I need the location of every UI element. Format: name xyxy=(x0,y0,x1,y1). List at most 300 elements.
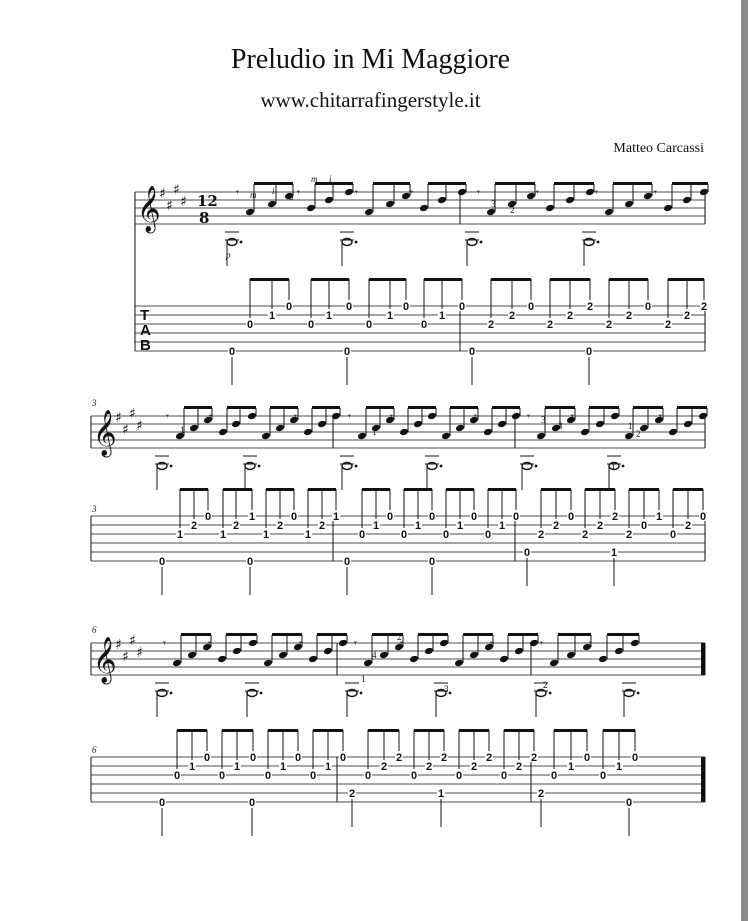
note-head xyxy=(497,420,507,429)
note-beam xyxy=(408,406,436,409)
tab-fret-number: 0 xyxy=(364,770,372,782)
note-head xyxy=(514,647,524,656)
tab-fret-number: 2 xyxy=(596,520,604,532)
eighth-rest-icon: 𝄾 xyxy=(252,410,255,423)
eighth-rest-icon: 𝄾 xyxy=(654,186,657,199)
tab-fret-number: 0 xyxy=(204,511,212,523)
tab-fret-number: 2 xyxy=(515,761,523,773)
note-beam xyxy=(558,633,591,636)
final-tab-barline xyxy=(701,757,705,802)
tab-fret-number: 0 xyxy=(644,301,652,313)
tab-fret-number: 0 xyxy=(599,770,607,782)
note-head xyxy=(598,655,608,664)
tab-bass-fret-number: 0 xyxy=(158,797,166,809)
tab-beam xyxy=(424,278,462,281)
sharp-icon: ♯ xyxy=(173,182,180,198)
note-beam xyxy=(226,633,257,636)
tab-fret-number: 2 xyxy=(440,752,448,764)
dot xyxy=(637,692,640,695)
tab-bass-fret-number: 1 xyxy=(610,547,618,559)
dot xyxy=(355,465,358,468)
dot xyxy=(440,465,443,468)
sharp-icon: ♯ xyxy=(180,194,187,210)
tab-fret-number: 0 xyxy=(583,752,591,764)
tab-fret-number: 1 xyxy=(219,529,227,541)
note-beam xyxy=(254,182,293,185)
page-shadow xyxy=(741,0,748,921)
score-subtitle: www.chitarrafingerstyle.it xyxy=(260,88,481,112)
treble-clef-icon: 𝄞 xyxy=(137,186,161,232)
tab-beam xyxy=(177,729,207,732)
note-head xyxy=(455,424,465,433)
left-hand-finger: 2 xyxy=(397,632,402,642)
dot xyxy=(240,241,243,244)
note-head xyxy=(232,647,242,656)
tab-fret-number: 1 xyxy=(268,310,276,322)
tab-fret-number: 2 xyxy=(605,319,613,331)
tab-fret-number: 1 xyxy=(615,761,623,773)
tab-fret-number: 1 xyxy=(325,310,333,322)
eighth-rest-icon: 𝄾 xyxy=(410,186,413,199)
tab-fret-number: 0 xyxy=(386,511,394,523)
right-hand-finger: m xyxy=(311,174,318,184)
tab-fret-number: 2 xyxy=(232,520,240,532)
tab-beam xyxy=(541,488,571,491)
score-title: Preludio in Mi Maggiore xyxy=(230,44,511,75)
composer-name: Matteo Carcassi xyxy=(613,141,704,156)
tab-fret-number: 1 xyxy=(304,529,312,541)
eighth-rest-icon: 𝄾 xyxy=(659,410,662,423)
note-head xyxy=(499,655,509,664)
tab-fret-number: 2 xyxy=(485,752,493,764)
note-head xyxy=(338,639,348,648)
note-beam xyxy=(495,182,535,185)
tab-fret-number: 2 xyxy=(508,310,516,322)
tab-fret-number: 1 xyxy=(248,511,256,523)
treble-clef-icon: 𝄞 xyxy=(93,410,117,456)
eighth-rest-icon: 𝄾 xyxy=(490,637,493,650)
right-hand-finger: i xyxy=(329,174,332,184)
tab-beam xyxy=(404,488,432,491)
note-head xyxy=(526,192,536,201)
tab-fret-number: 2 xyxy=(586,301,594,313)
note-beam xyxy=(184,406,212,409)
left-hand-finger: 3 xyxy=(541,415,546,425)
tab-bass-fret-number: 0 xyxy=(246,556,254,568)
eighth-rest-icon: 𝄾 xyxy=(299,637,302,650)
tab-beam xyxy=(180,488,208,491)
tab-beam xyxy=(504,729,534,732)
dot xyxy=(622,465,625,468)
tab-fret-number: 0 xyxy=(402,301,410,313)
tab-fret-number: 0 xyxy=(550,770,558,782)
tab-fret-number: 1 xyxy=(438,310,446,322)
tab-fret-number: 2 xyxy=(487,319,495,331)
tab-fret-number: 0 xyxy=(294,752,302,764)
note-beam xyxy=(607,633,639,636)
eighth-rest-icon: 𝄾 xyxy=(348,410,351,423)
tab-fret-number: 1 xyxy=(324,761,332,773)
tab-fret-number: 2 xyxy=(190,520,198,532)
tab-fret-number: 0 xyxy=(640,520,648,532)
note-head xyxy=(639,424,649,433)
tab-fret-number: 0 xyxy=(567,511,575,523)
eighth-rest-icon: 𝄾 xyxy=(615,410,618,423)
note-beam xyxy=(589,406,619,409)
tab-fret-number: 2 xyxy=(625,310,633,322)
tab-bass-fret-number: 0 xyxy=(428,556,436,568)
tab-fret-number: 0 xyxy=(631,752,639,764)
eighth-rest-icon: 𝄾 xyxy=(390,410,393,423)
note-head xyxy=(275,424,285,433)
tab-beam xyxy=(311,278,349,281)
sharp-icon: ♯ xyxy=(136,418,143,434)
sharp-icon: ♯ xyxy=(136,645,143,661)
note-head xyxy=(663,204,673,213)
eighth-rest-icon: 𝄾 xyxy=(477,186,480,199)
note-beam xyxy=(428,182,466,185)
left-hand-finger: 3 xyxy=(491,199,496,209)
tab-fret-number: 2 xyxy=(276,520,284,532)
tab-fret-number: 2 xyxy=(581,529,589,541)
note-head xyxy=(630,639,640,648)
eighth-rest-icon: 𝄾 xyxy=(297,186,300,199)
tab-beam xyxy=(603,729,635,732)
note-beam xyxy=(554,182,594,185)
tab-fret-number: 2 xyxy=(380,761,388,773)
tab-beam xyxy=(550,278,590,281)
note-head xyxy=(483,428,493,437)
tab-fret-number: 0 xyxy=(309,770,317,782)
note-head xyxy=(263,659,273,668)
tab-fret-number: 0 xyxy=(358,529,366,541)
note-beam xyxy=(366,406,394,409)
note-head xyxy=(218,428,228,437)
note-head xyxy=(441,432,451,441)
dot xyxy=(535,465,538,468)
tab-bass-fret-number: 0 xyxy=(343,556,351,568)
tab-fret-number: 2 xyxy=(425,761,433,773)
tab-fret-number: 0 xyxy=(290,511,298,523)
note-head xyxy=(536,432,546,441)
note-head xyxy=(245,208,255,217)
tab-fret-number: 2 xyxy=(530,752,538,764)
note-head xyxy=(261,432,271,441)
tab-beam xyxy=(673,488,703,491)
note-beam xyxy=(272,633,302,636)
tab-fret-number: 2 xyxy=(546,319,554,331)
tab-fret-number: 2 xyxy=(395,752,403,764)
note-beam xyxy=(315,182,353,185)
tab-bass-fret-number: 0 xyxy=(343,346,351,358)
note-head xyxy=(545,204,555,213)
note-beam xyxy=(373,182,410,185)
left-hand-finger: 1 xyxy=(180,425,185,435)
tab-bass-fret-number: 0 xyxy=(625,797,633,809)
tab-fret-number: 0 xyxy=(249,752,257,764)
note-beam xyxy=(181,633,211,636)
tab-fret-number: 1 xyxy=(386,310,394,322)
note-head xyxy=(486,208,496,217)
tab-bass-fret-number: 0 xyxy=(158,556,166,568)
tab-fret-number: 0 xyxy=(512,511,520,523)
note-head xyxy=(267,200,277,209)
left-hand-finger: 2 xyxy=(636,429,641,439)
tab-fret-number: 1 xyxy=(279,761,287,773)
tab-fret-number: 2 xyxy=(552,520,560,532)
tab-fret-number: 2 xyxy=(470,761,478,773)
eighth-rest-icon: 𝄾 xyxy=(536,186,539,199)
tab-clef-letter: T xyxy=(140,307,150,324)
note-head xyxy=(643,192,653,201)
eighth-rest-icon: 𝄾 xyxy=(163,637,166,650)
note-head xyxy=(668,428,678,437)
tab-fret-number: 1 xyxy=(233,761,241,773)
note-beam xyxy=(317,633,347,636)
tab-fret-number: 0 xyxy=(203,752,211,764)
tab-beam xyxy=(368,729,399,732)
dot xyxy=(597,241,600,244)
note-head xyxy=(604,208,614,217)
tab-fret-number: 2 xyxy=(537,529,545,541)
note-head xyxy=(306,204,316,213)
eighth-rest-icon: 𝄾 xyxy=(208,637,211,650)
note-head xyxy=(624,200,634,209)
note-head xyxy=(344,188,354,197)
time-signature-bottom: 8 xyxy=(199,209,210,227)
note-beam xyxy=(227,406,256,409)
tab-beam xyxy=(459,729,489,732)
tab-fret-number: 0 xyxy=(669,529,677,541)
tab-fret-number: 0 xyxy=(455,770,463,782)
note-beam xyxy=(613,182,652,185)
tab-bass-fret-number: 0 xyxy=(228,346,236,358)
eighth-rest-icon: 𝄾 xyxy=(400,637,403,650)
tab-fret-number: 1 xyxy=(414,520,422,532)
note-beam xyxy=(677,406,707,409)
tab-beam xyxy=(266,488,294,491)
eighth-rest-icon: 𝄾 xyxy=(254,637,257,650)
tab-clef-letter: A xyxy=(140,322,151,339)
note-head xyxy=(437,196,447,205)
dot xyxy=(449,692,452,695)
treble-clef-icon: 𝄞 xyxy=(93,637,117,683)
tab-beam xyxy=(488,488,516,491)
tab-bass-fret-number: 0 xyxy=(585,346,593,358)
dot xyxy=(355,241,358,244)
tab-bass-fret-number: 2 xyxy=(348,788,356,800)
tab-fret-number: 2 xyxy=(318,520,326,532)
note-head xyxy=(585,188,595,197)
tab-fret-number: 0 xyxy=(218,770,226,782)
tab-fret-number: 2 xyxy=(664,319,672,331)
dot xyxy=(170,692,173,695)
tab-fret-number: 0 xyxy=(264,770,272,782)
tab-bass-fret-number: 0 xyxy=(523,547,531,559)
sharp-icon: ♯ xyxy=(122,422,129,438)
note-beam xyxy=(450,406,478,409)
tab-bass-fret-number: 2 xyxy=(537,788,545,800)
tab-fret-number: 1 xyxy=(456,520,464,532)
right-hand-finger: p xyxy=(226,250,231,260)
eighth-rest-icon: 𝄾 xyxy=(209,410,212,423)
eighth-rest-icon: 𝄾 xyxy=(432,410,435,423)
note-head xyxy=(683,420,693,429)
left-hand-finger: 2 xyxy=(543,680,548,690)
note-head xyxy=(379,651,389,660)
note-head xyxy=(364,208,374,217)
tab-beam xyxy=(250,278,289,281)
tab-fret-number: 0 xyxy=(365,319,373,331)
note-beam xyxy=(492,406,520,409)
tab-fret-number: 1 xyxy=(567,761,575,773)
tab-fret-number: 1 xyxy=(176,529,184,541)
tab-fret-number: 1 xyxy=(332,511,340,523)
tab-fret-number: 1 xyxy=(262,529,270,541)
eighth-rest-icon: 𝄾 xyxy=(355,186,358,199)
eighth-rest-icon: 𝄾 xyxy=(166,410,169,423)
tab-fret-number: 0 xyxy=(246,319,254,331)
note-head xyxy=(565,196,575,205)
measure-number: 6 xyxy=(92,625,97,635)
tab-fret-number: 0 xyxy=(339,752,347,764)
note-head xyxy=(566,651,576,660)
tab-fret-number: 0 xyxy=(699,511,707,523)
tab-beam xyxy=(308,488,336,491)
eighth-rest-icon: 𝄾 xyxy=(589,637,592,650)
left-hand-finger: 4 xyxy=(372,650,377,660)
tab-fret-number: 0 xyxy=(173,770,181,782)
tab-bass-fret-number: 0 xyxy=(468,346,476,358)
tab-fret-number: 0 xyxy=(307,319,315,331)
tab-beam xyxy=(629,488,659,491)
tab-beam xyxy=(223,488,252,491)
note-head xyxy=(278,651,288,660)
tab-fret-number: 2 xyxy=(684,520,692,532)
tab-fret-number: 0 xyxy=(428,511,436,523)
eighth-rest-icon: 𝄾 xyxy=(294,410,297,423)
tab-fret-number: 0 xyxy=(345,301,353,313)
tab-beam xyxy=(554,729,587,732)
measure-number: 3 xyxy=(92,398,97,408)
note-head xyxy=(323,647,333,656)
eighth-rest-icon: 𝄾 xyxy=(474,410,477,423)
left-hand-finger: 2 xyxy=(510,205,515,215)
note-head xyxy=(699,188,709,197)
tab-beam xyxy=(446,488,474,491)
note-head xyxy=(187,651,197,660)
note-head xyxy=(457,188,467,197)
tab-fret-number: 0 xyxy=(285,301,293,313)
note-beam xyxy=(672,182,708,185)
note-head xyxy=(189,424,199,433)
tab-beam xyxy=(609,278,648,281)
note-head xyxy=(231,420,241,429)
note-beam xyxy=(418,633,448,636)
eighth-rest-icon: 𝄾 xyxy=(527,410,530,423)
tab-fret-number: 0 xyxy=(410,770,418,782)
tab-fret-number: 1 xyxy=(372,520,380,532)
eighth-rest-icon: 𝄾 xyxy=(540,637,543,650)
tab-measure-number: 3 xyxy=(92,504,97,514)
sharp-icon: ♯ xyxy=(166,198,173,214)
note-head xyxy=(324,196,334,205)
note-beam xyxy=(508,633,538,636)
tab-fret-number: 1 xyxy=(498,520,506,532)
tab-beam xyxy=(222,729,253,732)
note-head xyxy=(614,647,624,656)
note-head xyxy=(424,647,434,656)
note-head xyxy=(698,412,708,421)
right-hand-finger: a xyxy=(289,192,294,202)
time-signature-top: 12 xyxy=(197,192,218,210)
left-hand-finger: 1 xyxy=(372,427,377,437)
dot xyxy=(549,692,552,695)
note-beam xyxy=(545,406,575,409)
tab-fret-number: 0 xyxy=(500,770,508,782)
note-head xyxy=(469,651,479,660)
tab-fret-number: 2 xyxy=(683,310,691,322)
note-head xyxy=(511,412,521,421)
tab-beam xyxy=(668,278,704,281)
tab-beam xyxy=(362,488,390,491)
left-hand-finger: 1 xyxy=(628,421,633,431)
eighth-rest-icon: 𝄾 xyxy=(354,637,357,650)
sharp-icon: ♯ xyxy=(129,406,136,422)
left-hand-finger: 1 xyxy=(361,674,366,684)
eighth-rest-icon: 𝄾 xyxy=(571,410,574,423)
sharp-icon: ♯ xyxy=(159,186,166,202)
left-hand-finger: 1 xyxy=(611,462,616,472)
dot xyxy=(260,692,263,695)
tab-fret-number: 0 xyxy=(527,301,535,313)
note-beam xyxy=(633,406,663,409)
note-beam xyxy=(463,633,493,636)
tab-bass-fret-number: 0 xyxy=(248,797,256,809)
note-beam xyxy=(270,406,298,409)
left-hand-finger: 3 xyxy=(444,684,449,694)
note-head xyxy=(549,659,559,668)
tab-fret-number: 1 xyxy=(655,511,663,523)
final-barline xyxy=(701,643,705,675)
note-head xyxy=(172,659,182,668)
dot xyxy=(480,241,483,244)
eighth-rest-icon: 𝄾 xyxy=(445,637,448,650)
tab-fret-number: 0 xyxy=(400,529,408,541)
tab-fret-number: 0 xyxy=(484,529,492,541)
note-head xyxy=(624,432,634,441)
tab-fret-number: 2 xyxy=(700,301,708,313)
left-hand-finger: 3 xyxy=(558,421,563,431)
tab-clef-letter: B xyxy=(140,337,151,354)
note-head xyxy=(317,420,327,429)
tab-beam xyxy=(585,488,615,491)
tab-beam xyxy=(369,278,406,281)
tab-fret-number: 0 xyxy=(420,319,428,331)
note-head xyxy=(385,200,395,209)
tab-measure-number: 6 xyxy=(92,745,97,755)
note-head xyxy=(363,659,373,668)
sharp-icon: ♯ xyxy=(115,637,122,653)
sharp-icon: ♯ xyxy=(115,410,122,426)
tab-beam xyxy=(414,729,444,732)
note-beam xyxy=(312,406,340,409)
note-head xyxy=(303,428,313,437)
tab-beam xyxy=(313,729,343,732)
eighth-rest-icon: 𝄾 xyxy=(236,186,239,199)
eighth-rest-icon: 𝄾 xyxy=(595,186,598,199)
dot xyxy=(258,465,261,468)
